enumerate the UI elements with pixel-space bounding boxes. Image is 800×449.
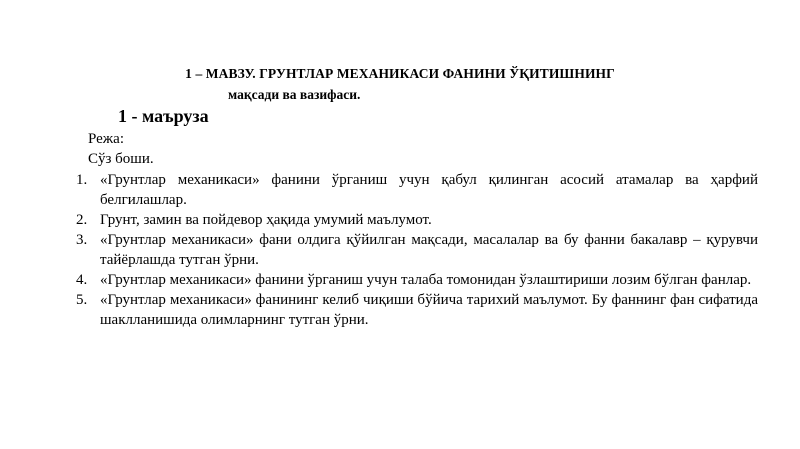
topic-text: «Грунтлар механикаси» фанининг келиб чиқиши бўйича тарихий маълумот. Бу фаннинг фан сифатида шаклланишида олимларнинг тутган ўрни. — [100, 292, 758, 328]
topic-text: «Грунтлар механикаси» фанини ўрганиш учун талаба томонидан ўзлаштириши лозим бўлган фанлар. — [100, 272, 752, 288]
topic-item — [76, 290, 758, 330]
topic-text: Грунт, замин ва пойдевор ҳақида умумий маълумот. — [100, 212, 432, 228]
topic-number: 3. — [76, 232, 88, 248]
topic-item — [76, 170, 758, 210]
topic-text: «Грунтлар механикаси» фани олдига қўйилган мақсади, масалалар ва бу фанни бакалавр – қурувчи тайёрлашда тутган ўрни. — [100, 232, 758, 268]
topic-number: 4. — [76, 272, 88, 288]
plan-label: Режа: — [88, 131, 124, 147]
topic-text: «Грунтлар механикаси» фанини ўрганиш учун қабул қилинган асосий атамалар ва ҳарфий белгилашлар. — [100, 172, 758, 208]
topic-item — [76, 270, 758, 290]
topic-number: 1. — [76, 172, 88, 188]
topic-item — [76, 210, 758, 230]
topic-list — [76, 170, 758, 330]
topic-number: 5. — [76, 292, 88, 308]
topic-title: 1 – МАВЗУ. ГРУНТЛАР МЕХАНИКАСИ ФАНИНИ ЎҚИТИШНИНГ — [185, 66, 615, 81]
topic-item — [76, 230, 758, 270]
lecture-heading: 1 - маъруза — [118, 106, 209, 126]
intro-label: Сўз боши. — [88, 151, 154, 167]
topic-subtitle: мақсади ва вазифаси. — [228, 87, 361, 102]
topic-number: 2. — [76, 212, 88, 228]
